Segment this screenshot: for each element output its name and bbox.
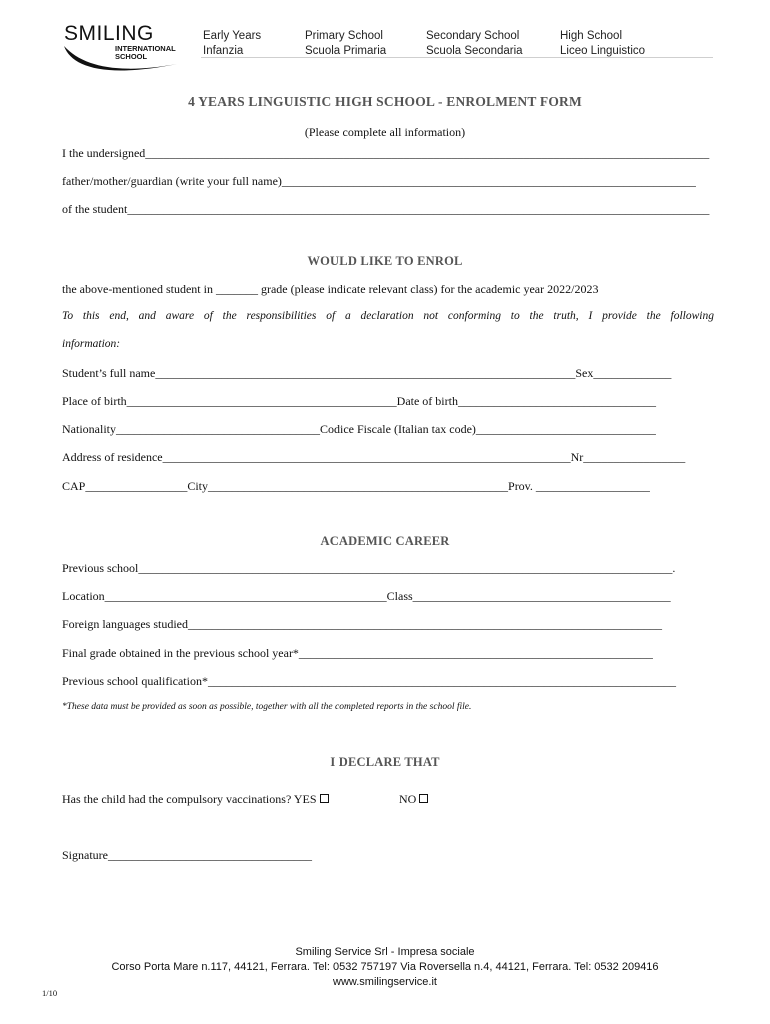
nav-label-en: Secondary School	[426, 30, 520, 42]
nationality-tax-code-field[interactable]: Nationality__________________________________Codice Fiscale (Italian tax code)______________________________	[62, 422, 656, 436]
vaccination-label: Has the child had the compulsory vaccinations? YES	[62, 792, 317, 806]
footer-website[interactable]: www.smilingservice.it	[333, 976, 437, 988]
nav-early-years[interactable]	[203, 29, 261, 59]
nav-label-it: Infanzia	[203, 45, 244, 57]
cap-city-prov-field[interactable]: CAP_________________City__________________________________________________Prov. ___________________	[62, 479, 650, 493]
previous-school-field[interactable]: Previous school_________________________________________________________________________________________.	[62, 561, 676, 575]
nav-label-en: High School	[560, 30, 623, 42]
yes-checkbox[interactable]	[320, 794, 329, 803]
page-number: 1/10	[42, 988, 58, 998]
place-date-birth-field[interactable]: Place of birth_____________________________________________Date of birth_________________________________	[62, 394, 656, 408]
logo-wordmark: SMILING	[64, 22, 154, 45]
nav-secondary-school[interactable]	[426, 29, 523, 59]
location-class-field[interactable]: Location_______________________________________________Class___________________________________________	[62, 589, 671, 603]
data-note: *These data must be provided as soon as possible, together with all the completed reports in the school file.	[62, 702, 472, 712]
nav-primary-school[interactable]	[305, 29, 386, 59]
parent-name-field[interactable]: father/mother/guardian (write your full name)_____________________________________________________________________	[62, 174, 696, 188]
student-full-name-field[interactable]: Student’s full name______________________________________________________________________Sex_____________	[62, 366, 672, 380]
declaration-text-cont: information:	[62, 338, 121, 350]
languages-field[interactable]: Foreign languages studied_______________________________________________________________________________	[62, 617, 662, 631]
enrol-heading: WOULD LIKE TO ENROL	[307, 254, 463, 268]
header-divider	[201, 57, 713, 58]
logo-swoosh-icon	[62, 44, 182, 80]
grade-field[interactable]: the above-mentioned student in _______ grade (please indicate relevant class) for the academic year 2022/2023	[62, 282, 599, 296]
form-subtitle: (Please complete all information)	[304, 125, 466, 139]
final-grade-field[interactable]: Final grade obtained in the previous school year*___________________________________________________________	[62, 646, 653, 660]
qualification-field[interactable]: Previous school qualification*______________________________________________________________________________	[62, 674, 676, 688]
signature-field[interactable]: Signature__________________________________	[62, 848, 312, 862]
student-field[interactable]: of the student_________________________________________________________________________________________________	[62, 202, 710, 216]
logo-subtitle-2: SCHOOL	[115, 52, 148, 61]
nav-label-it: Scuola Secondaria	[426, 45, 523, 57]
no-option	[399, 792, 428, 807]
address-field[interactable]: Address of residence____________________________________________________________________Nr_________________	[62, 450, 686, 464]
no-checkbox[interactable]	[419, 794, 428, 803]
declare-heading: I DECLARE THAT	[330, 755, 440, 769]
nav-high-school[interactable]	[560, 29, 645, 59]
nav-label-en: Early Years	[203, 30, 262, 42]
logo-subtitle-1: INTERNATIONAL	[115, 44, 176, 53]
undersigned-field[interactable]: I the undersigned______________________________________________________________________________________________	[62, 146, 710, 160]
declaration-text: To this end, and aware of the responsibilities of a declaration not conforming to the truth, I provide the following	[62, 310, 714, 322]
academic-career-heading: ACADEMIC CAREER	[320, 534, 450, 548]
no-label: NO	[399, 792, 417, 806]
nav-label-it: Liceo Linguistico	[560, 45, 646, 57]
vaccination-question	[62, 792, 329, 807]
form-title: 4 YEARS LINGUISTIC HIGH SCHOOL - ENROLMENT FORM	[188, 94, 582, 109]
footer-company: Smiling Service Srl - Impresa sociale	[295, 946, 475, 958]
nav-label-it: Scuola Primaria	[305, 45, 387, 57]
nav-label-en: Primary School	[305, 30, 383, 42]
footer-addresses: Corso Porta Mare n.117, 44121, Ferrara. Tel: 0532 757197 Via Roversella n.4, 44121, Ferrara. Tel: 0532 209416	[111, 961, 659, 973]
